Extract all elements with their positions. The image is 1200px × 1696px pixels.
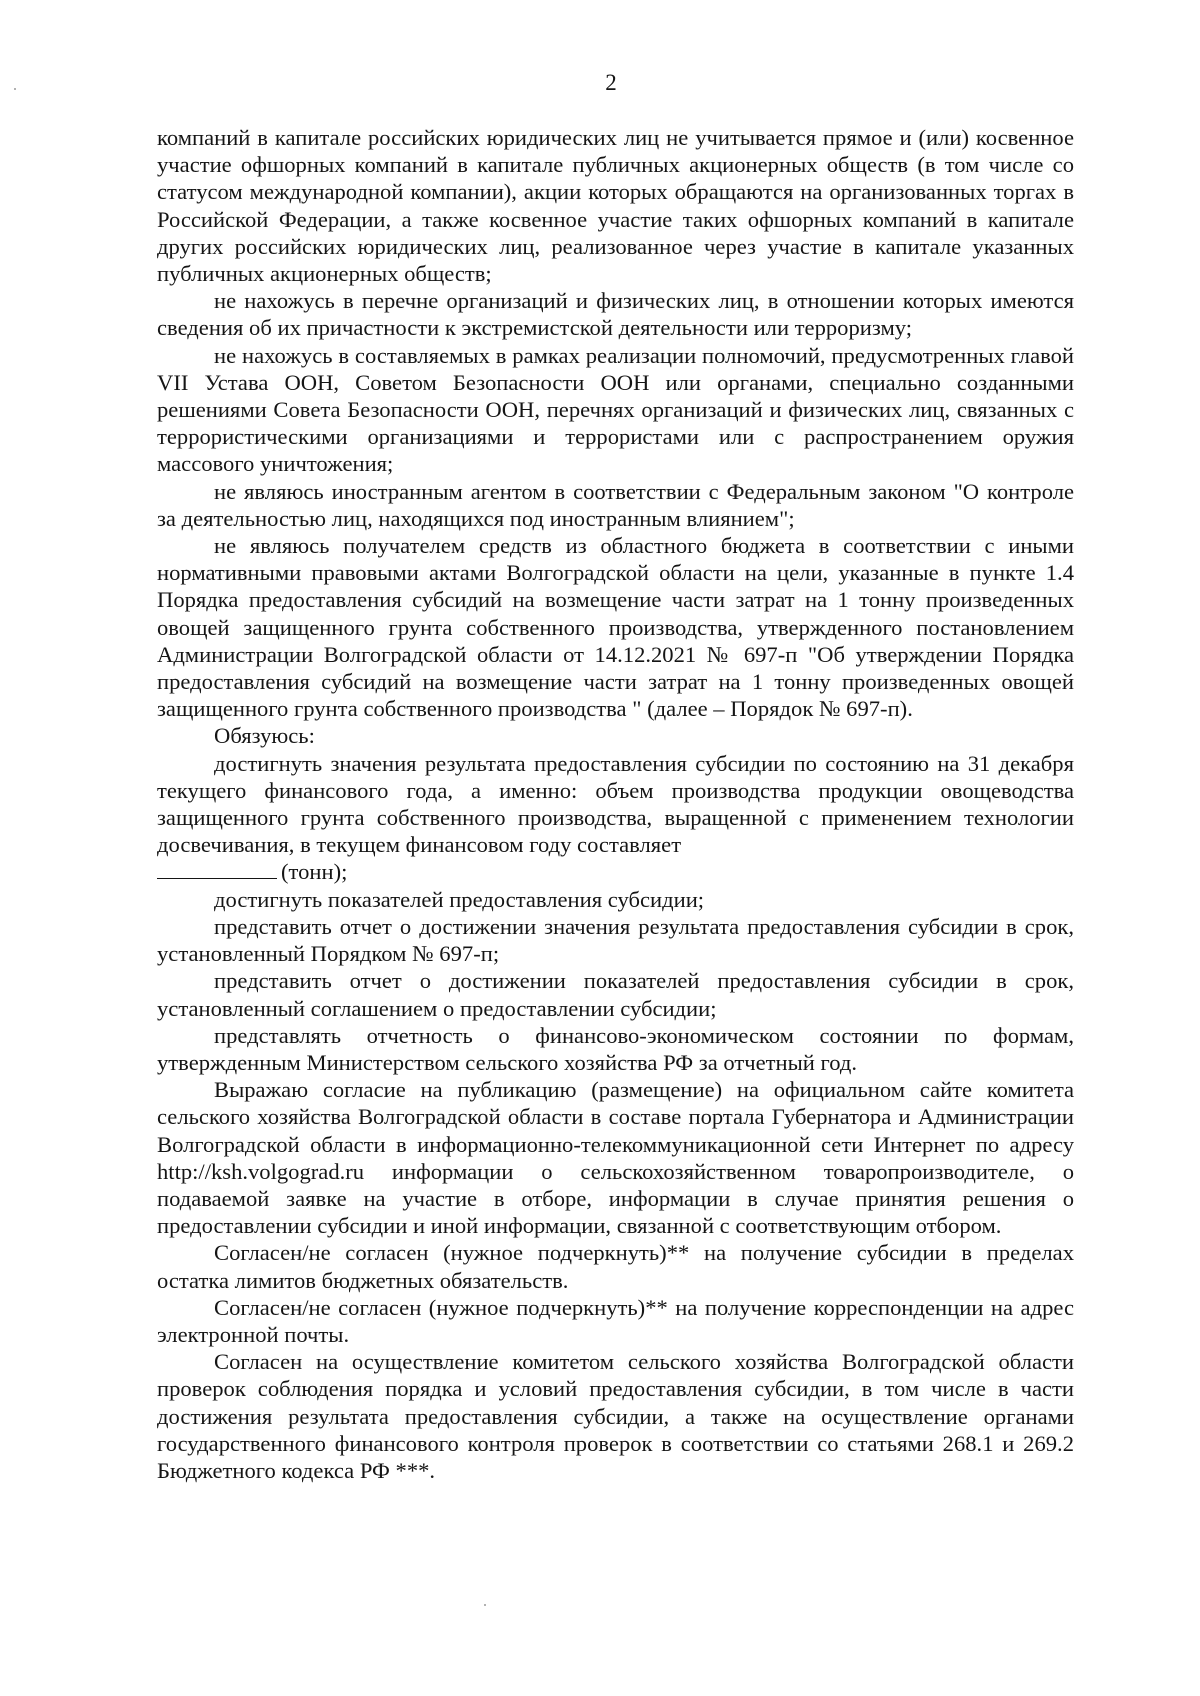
paragraph-limits-consent: Согласен/не согласен (нужное подчеркнуть)** на получение субсидии в пределах остатка лимитов бюджетных обязательств. (157, 1240, 1074, 1293)
paragraph-inspection-consent: Согласен на осуществление комитетом сельского хозяйства Волгоградской области проверок соблюдения порядка и условий предоставления субсидии, в том числе в части достижения результата предоставления субсидии, а также на осуществление органами государственного финансового контроля проверок в соответствии со статьями 268.1 и 269.2 Бюджетного кодекса РФ ***. (157, 1349, 1074, 1483)
paragraph-obligations-heading: Обязуюсь: (214, 723, 315, 749)
paragraph-production-result: достигнуть значения результата предоставления субсидии по состоянию на 31 декабря текущего финансового года, а именно: объем производства продукции овощеводства защищенного грунта собственного производства, выращенной с применением технологии досвечивания, в текущем финансовом году составляет (157, 750, 1074, 858)
paragraph-foreign-agent: не являюсь иностранным агентом в соответствии с Федеральным законом "О контроле за деятельностью лиц, находящихся под иностранным влиянием"; (157, 478, 1074, 531)
paragraph-email-consent: Согласен/не согласен (нужное подчеркнуть)** на получение корреспонденции на адрес электронной почты. (157, 1294, 1074, 1347)
scan-speck (14, 88, 16, 90)
document-body (157, 124, 1074, 1484)
paragraph-un-sanctions-list: не нахожусь в составляемых в рамках реализации полномочий, предусмотренных главой VII Устава ООН, Советом Безопасности ООН или органами, специально созданными решениями Совета Безопасности ООН, перечнях организаций и физических лиц, связанных с террористическими организациями и террористами или с распространением оружия массового уничтожения; (157, 342, 1074, 477)
paragraph-publication-consent: Выражаю согласие на публикацию (размещение) на официальном сайте комитета сельского хозяйства Волгоградской области в составе портала Губернатора и Администрации Волгоградской области в информационно-телекоммуникационной сети Интернет по адресу http://ksh.volgograd.ru информации о сельскохозяйственном товаропроизводителе, о подаваемой заявке на участие в отборе, информации в случае принятия решения о предоставлении субсидии и иной информации, связанной с соответствующим отбором. (157, 1077, 1074, 1239)
paragraph-achieve-indicators: достигнуть показателей предоставления субсидии; (214, 886, 705, 912)
paragraph-budget-recipient: не являюсь получателем средств из областного бюджета в соответствии с иными нормативными правовыми актами Волгоградской области на цели, указанные в пункте 1.4 Порядка предоставления субсидий на возмещение части затрат на 1 тонну произведенных овощей защищенного грунта собственного производства, утвержденного постановлением Администрации Волгоградской области от 14.12.2021 № 697-п "Об утверждении Порядка предоставления субсидий на возмещение части затрат на 1 тонну произведенных овощей защищенного грунта собственного производства " (далее – Порядок № 697-п). (157, 533, 1074, 722)
paragraph-offshore-participation: компаний в капитале российских юридических лиц не учитывается прямое и (или) косвенное участие офшорных компаний в капитале публичных акционерных обществ (в том числе со статусом международной компании), акции которых обращаются на организованных торгах в Российской Федерации, а также косвенное участие таких офшорных компаний в капитале других российских юридических лиц, реализованное через участие в капитале указанных публичных акционерных обществ; (157, 125, 1074, 287)
tonnage-unit-label: (тонн); (281, 859, 348, 885)
paragraph-financial-reporting: представлять отчетность о финансово-экономическом состоянии по формам, утвержденным Министерством сельского хозяйства РФ за отчетный год. (157, 1022, 1074, 1075)
page-number: 2 (605, 70, 617, 95)
paragraph-result-report: представить отчет о достижении значения результата предоставления субсидии в срок, установленный Порядком № 697-п; (157, 913, 1074, 967)
paragraph-indicator-report: представить отчет о достижении показателей предоставления субсидии в срок, установленный соглашением о предоставлении субсидии; (157, 968, 1074, 1021)
paragraph-extremism-list: не нахожусь в перечне организаций и физических лиц, в отношении которых имеются сведения об их причастности к экстремистской деятельности или терроризму; (157, 288, 1074, 341)
paragraph-tonnage-line (157, 858, 1074, 885)
tonnage-blank-field (157, 860, 277, 879)
scan-speck (484, 1604, 486, 1606)
